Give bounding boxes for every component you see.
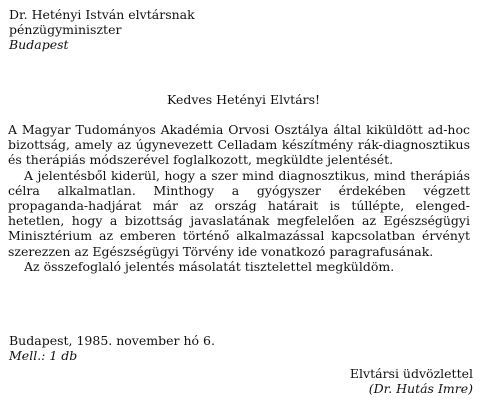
body-paragraph-3: Az összefoglaló jelentés másolatát tisztelettel megküldöm.: [24, 258, 395, 274]
letter-body: [8, 122, 470, 274]
recipient-name: Dr. Hetényi István elvtársnak: [9, 7, 195, 22]
date-line: Budapest, 1985. november hó 6.: [9, 333, 215, 348]
body-paragraph-2: A jelentésből kiderül, hogy a szer mind diagnosztikus, mind therápiás célra alkalmatlan. Minthogy a gyógyszer érdekében végzett propaganda-hadjárat már az ország határait is túllépte, elengedhetetlen, hogy a bizottság javaslatának megfelelően az Egészségügyi Minisztérium az emberen történő alkalmazással kapcsolatban érvényt szerezzen az Egészségügyi Törvény ide vonatkozó paragrafusának.: [8, 167, 470, 259]
salutation: Kedves Hetényi Elvtárs!: [166, 92, 321, 107]
recipient-title: pénzügyminiszter: [9, 22, 122, 37]
recipient-city: Budapest: [9, 37, 69, 52]
closing: Elvtársi üdvözlettel: [349, 366, 473, 381]
enclosure-note: Mell.: 1 db: [9, 348, 78, 363]
body-paragraph-1: A Magyar Tudományos Akadémia Orvosi Osztálya által kiküldött ad-hoc bizottság, amely az úgynevezett Celladam készítmény rák-diagnosztikus és therápiás módszerével foglalkozott, megküldte jelentését.: [8, 122, 470, 168]
signature: (Dr. Hutás Imre): [368, 381, 473, 396]
